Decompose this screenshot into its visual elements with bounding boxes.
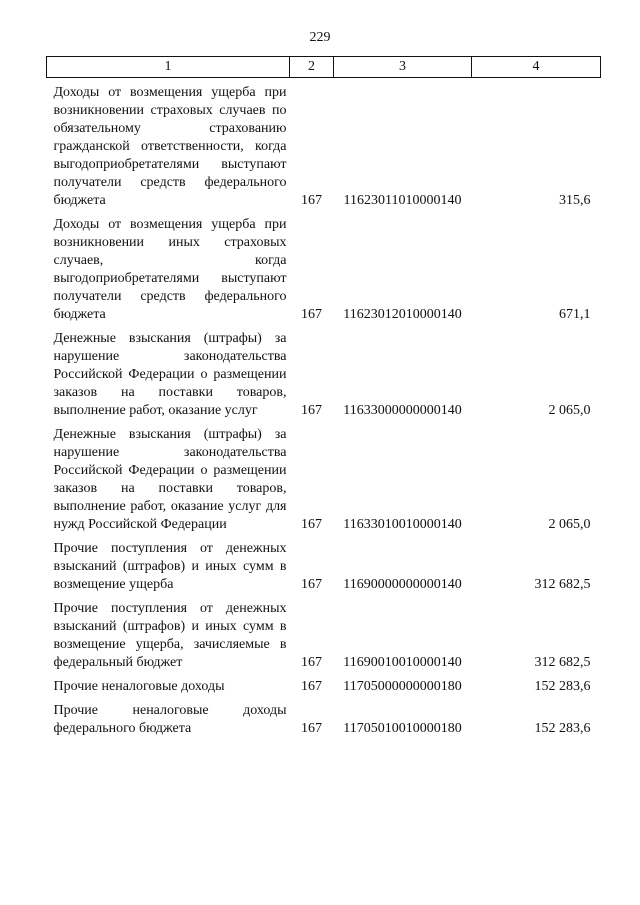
- admin-code: 167: [301, 517, 322, 532]
- budget-table: [46, 56, 601, 738]
- income-name: Денежные взыскания (штрафы) за нарушение законодательства Российской Федерации о размещении заказов на поставки товаров, выполнение работ, оказание услуг: [53, 331, 287, 418]
- column-header-1: 1: [47, 57, 290, 78]
- column-header-2: 2: [290, 57, 334, 78]
- income-name: Денежные взыскания (штрафы) за нарушение законодательства Российской Федерации о размещении заказов на поставки товаров, выполнение работ, оказание услуг для нужд Российской Федерации: [53, 427, 287, 532]
- column-header-4: 4: [472, 57, 601, 78]
- budget-classification-code: 11633010010000140: [343, 517, 462, 532]
- income-name: Доходы от возмещения ущерба при возникновении иных страховых случаев, когда выгодоприобретателями выступают получатели средств федерального бюджета: [53, 217, 287, 322]
- budget-classification-code: 11690000000000140: [343, 577, 462, 592]
- amount: 312 682,5: [534, 577, 591, 592]
- amount: 2 065,0: [548, 403, 591, 418]
- budget-table-container: [46, 56, 600, 738]
- income-name: Прочие неналоговые доходы: [53, 679, 225, 694]
- income-name: Прочие поступления от денежных взысканий (штрафов) и иных сумм в возмещение ущерба: [53, 541, 287, 592]
- amount: 312 682,5: [534, 655, 591, 670]
- admin-code: 167: [301, 577, 322, 592]
- amount: 2 065,0: [548, 517, 591, 532]
- budget-classification-code: 11690010010000140: [343, 655, 462, 670]
- budget-classification-code: 11705000000000180: [343, 679, 462, 694]
- income-name: Прочие поступления от денежных взысканий (штрафов) и иных сумм в возмещение ущерба, зачисляемые в федеральный бюджет: [53, 601, 287, 670]
- amount: 152 283,6: [534, 679, 591, 694]
- income-name: Прочие неналоговые доходы федерального бюджета: [53, 703, 287, 736]
- table-row: [47, 672, 601, 696]
- budget-classification-code: 11705010010000180: [343, 721, 462, 736]
- amount: 671,1: [559, 307, 591, 322]
- admin-code: 167: [301, 403, 322, 418]
- budget-classification-code: 11633000000000140: [343, 403, 462, 418]
- admin-code: 167: [301, 679, 322, 694]
- table-row: [47, 324, 601, 420]
- table-row: [47, 696, 601, 738]
- table-header-row: [47, 57, 601, 78]
- table-row: [47, 594, 601, 672]
- column-header-3: 3: [334, 57, 472, 78]
- admin-code: 167: [301, 307, 322, 322]
- admin-code: 167: [301, 193, 322, 208]
- table-row: [47, 210, 601, 324]
- admin-code: 167: [301, 655, 322, 670]
- budget-classification-code: 11623012010000140: [343, 307, 462, 322]
- page-number: 229: [309, 30, 331, 45]
- amount: 152 283,6: [534, 721, 591, 736]
- table-row: [47, 534, 601, 594]
- admin-code: 167: [301, 721, 322, 736]
- table-row: [47, 78, 601, 211]
- amount: 315,6: [559, 193, 591, 208]
- income-name: Доходы от возмещения ущерба при возникновении страховых случаев по обязательному страхованию гражданской ответственности, когда выгодоприобретателями выступают получатели средств федерального бюджета: [53, 85, 287, 208]
- budget-classification-code: 11623011010000140: [343, 193, 462, 208]
- table-row: [47, 420, 601, 534]
